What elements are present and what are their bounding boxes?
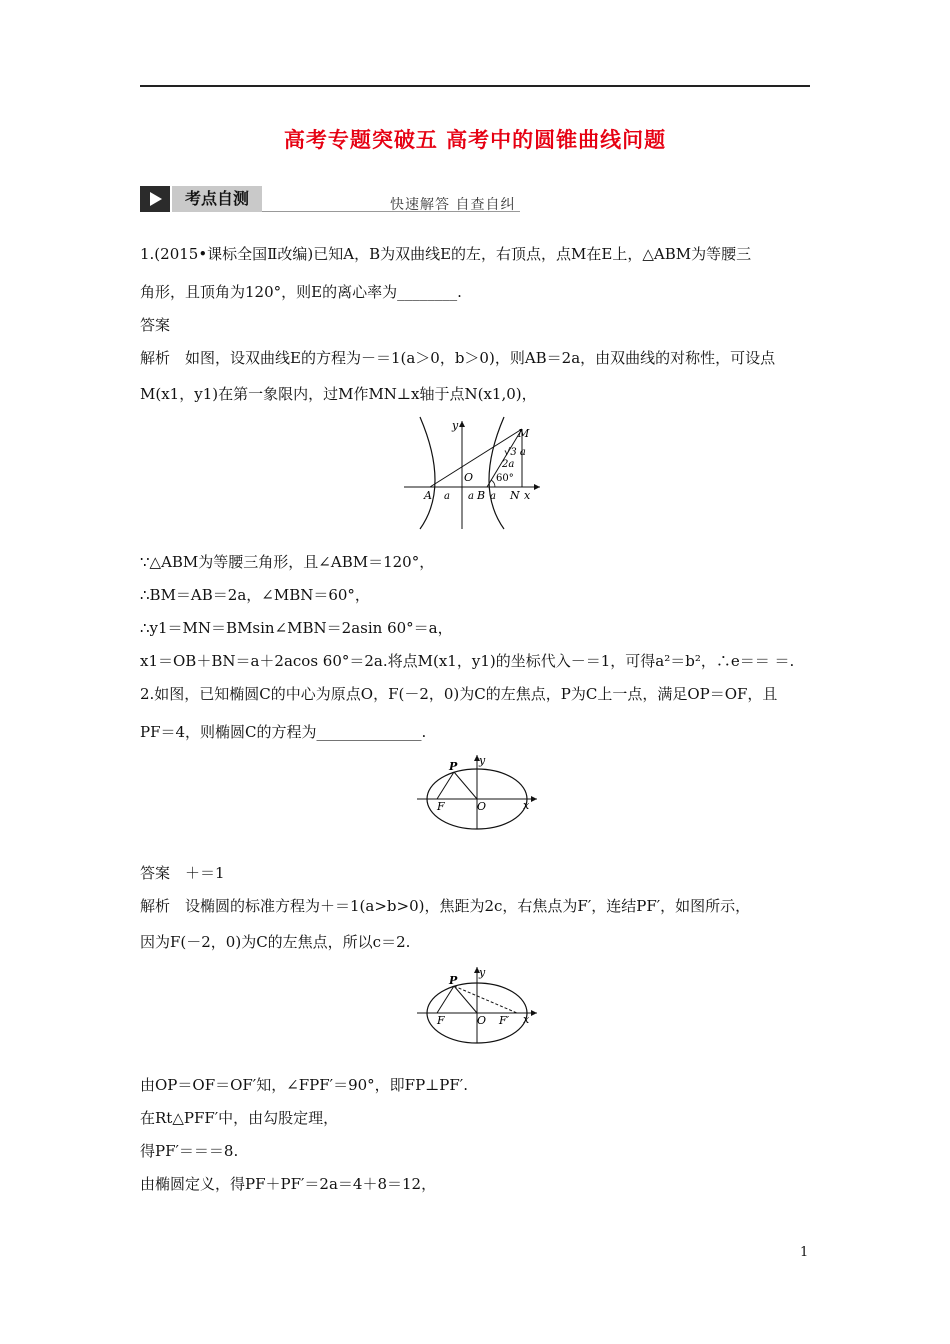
q2-line2: PF＝4，则椭圆C的方程为______________. [140, 723, 427, 741]
fig1-label-a-right: a [490, 491, 496, 502]
section-banner [140, 186, 520, 214]
fig3-label-f: F [437, 1014, 445, 1027]
fig3-label-o: O [477, 1014, 487, 1027]
q2-analysis-line1: 解析 设椭圆的标准方程为＋＝1(a>b>0)，焦距为2c，右焦点为F′，连结PF′，如图所示， [140, 897, 751, 915]
q2-analysis-line2: 因为F(－2，0)为C的左焦点，所以c＝2. [140, 933, 411, 951]
q2-step1: 由OP＝OF＝OF′知，∠FPF′＝90°，即FP⊥PF′. [140, 1076, 468, 1094]
fig1-label-x: x [524, 489, 531, 502]
q1-line2: 角形，且顶角为120°，则E的离心率为________. [140, 283, 462, 301]
q1-line1: 1.(2015•课标全国Ⅱ改编)已知A，B为双曲线E的左，右顶点，点M在E上，△ABM为等腰三 [140, 245, 752, 263]
q1-answer-label: 答案 [140, 316, 171, 334]
q1-step2: ∴BM＝AB＝2a，∠MBN＝60°， [140, 586, 370, 604]
q1-step1: ∵△ABM为等腰三角形，且∠ABM＝120°， [140, 553, 435, 571]
fig2-label-o: O [477, 800, 487, 813]
ellipse-figure-2 [415, 965, 545, 1047]
fig3-label-p: P [449, 974, 458, 987]
page-number: 1 [800, 1245, 809, 1260]
q2-line1: 2.如图，已知椭圆C的中心为原点O，F(－2，0)为C的左焦点，P为C上一点，满足OP＝OF，且 [140, 685, 778, 703]
fig3-label-x: x [523, 1013, 530, 1026]
fig1-label-o: O [464, 471, 474, 484]
hyperbola-figure [400, 415, 550, 533]
fig1-label-n: N [510, 489, 520, 502]
fig1-label-y: y [452, 419, 459, 432]
fig3-label-f-prime: F′ [499, 1014, 510, 1027]
q1-step3: ∴y1＝MN＝BMsin∠MBN＝2asin 60°＝a， [140, 619, 453, 637]
fig1-label-60deg: 60° [496, 473, 514, 484]
fig2-label-p: P [449, 760, 458, 773]
fig1-label-a-mid: a [468, 491, 474, 502]
fig1-label-sqrt3a: √3 a [504, 447, 526, 458]
fig1-label-a-left: a [444, 491, 450, 502]
q2-step4: 由椭圆定义，得PF＋PF′＝2a＝4＋8＝12， [140, 1175, 437, 1193]
page-title: 高考专题突破五 高考中的圆锥曲线问题 [283, 128, 667, 152]
q1-analysis-line1: 解析 如图，设双曲线E的方程为－＝1(a＞0，b＞0)，则AB＝2a，由双曲线的对称性，可设点 [140, 349, 776, 367]
fig1-label-b: B [477, 489, 486, 502]
q2-step3: 得PF′＝＝＝8. [140, 1142, 239, 1160]
ellipse-figure-1 [415, 753, 545, 833]
q2-answer: 答案 ＋＝1 [140, 864, 225, 882]
fig1-label-2a: 2a [502, 459, 515, 470]
fig1-label-a-point: A [424, 489, 432, 502]
fig2-label-x: x [523, 799, 530, 812]
q2-step2: 在Rt△PFF′中，由勾股定理， [140, 1109, 339, 1127]
fig3-label-y: y [479, 966, 486, 979]
play-icon [140, 186, 170, 212]
q1-analysis-line2: M(x1，y1)在第一象限内，过M作MN⊥x轴于点N(x1,0)， [140, 385, 537, 403]
fig2-label-y: y [479, 754, 486, 767]
q1-step4: x1＝OB＋BN＝a＋2acos 60°＝2a.将点M(x1，y1)的坐标代入－＝1，可得a²＝b²，∴e＝＝ ＝. [140, 652, 795, 670]
fig1-label-m: M [518, 427, 530, 440]
header-rule [140, 85, 810, 87]
section-label: 考点自测 [172, 186, 262, 212]
section-subtitle: 快速解答 自查自纠 [390, 197, 516, 213]
fig2-label-f: F [437, 800, 445, 813]
